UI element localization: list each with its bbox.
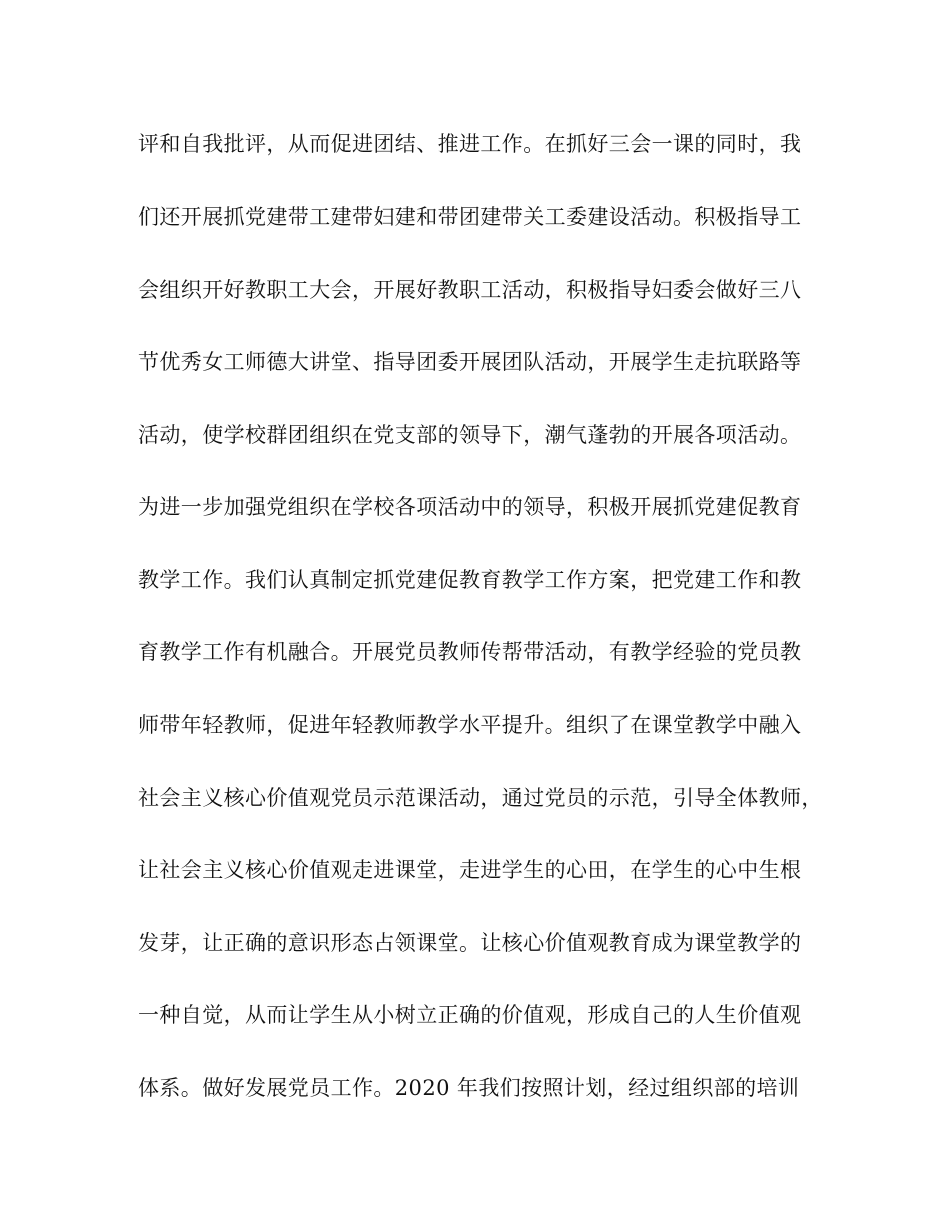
text-line: 社会主义核心价值观党员示范课活动，通过党员的示范，引导全体教师， [138,786,823,810]
text-line: 育教学工作有机融合。开展党员教师传帮带活动，有教学经验的党员教 [138,640,802,664]
text-line: 教学工作。我们认真制定抓党建促教育教学工作方案，把党建工作和教 [138,568,802,592]
text-line: 让社会主义核心价值观走进课堂，走进学生的心田，在学生的心中生根 [138,858,802,882]
text-line: 节优秀女工师德大讲堂、指导团委开展团队活动，开展学生走抗联路等 [138,350,802,374]
text-line: 评和自我批评，从而促进团结、推进工作。在抓好三会一课的同时，我 [138,132,802,156]
text-line: 会组织开好教职工大会，开展好教职工活动，积极指导妇委会做好三八 [138,278,802,302]
text-line: 发芽，让正确的意识形态占领课堂。让核心价值观教育成为课堂教学的 [138,931,802,955]
text-line: 一种自觉，从而让学生从小树立正确的价值观，形成自己的人生价值观 [138,1003,802,1027]
text-line: 师带年轻教师，促进年轻教师教学水平提升。组织了在课堂教学中融入 [138,713,802,737]
text-line: 体系。做好发展党员工作。2020 年我们按照计划，经过组织部的培训 [138,1076,800,1100]
text-line: 们还开展抓党建带工建带妇建和带团建带关工委建设活动。积极指导工 [138,205,802,229]
text-line: 为进一步加强党组织在学校各项活动中的领导，积极开展抓党建促教育 [138,495,802,519]
text-line: 活动，使学校群团组织在党支部的领导下，潮气蓬勃的开展各项活动。 [138,423,802,447]
